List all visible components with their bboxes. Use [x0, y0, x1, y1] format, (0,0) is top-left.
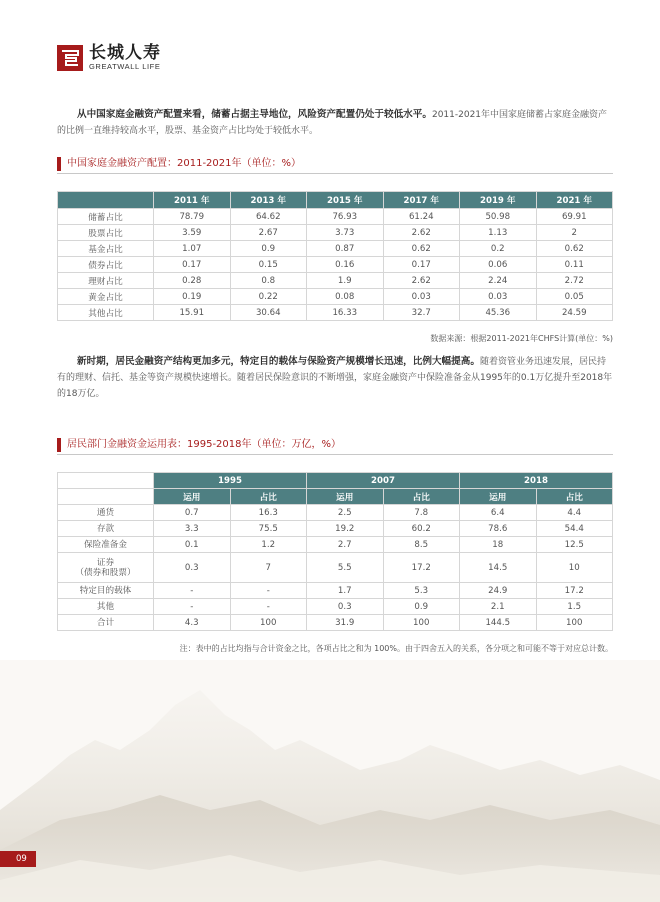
sub-header: 运用: [154, 489, 231, 505]
table-cell: 0.05: [536, 289, 613, 305]
table-header-row: [58, 192, 613, 209]
table-cell: 1.13: [460, 225, 537, 241]
table-cell: 2.7: [307, 537, 384, 553]
table-cell: 0.62: [536, 241, 613, 257]
section-title-household-allocation: [57, 155, 613, 174]
table-cell: 2.62: [383, 225, 460, 241]
securities-label: 证券: [96, 557, 115, 568]
table-cell: 1.5: [536, 599, 613, 615]
table-cell: 2.24: [460, 273, 537, 289]
intro-body: 2011-2021年中国家庭储蓄占家庭金融资产的比例一直维持较高水平，股票、基金资产占比均处于较低水平。: [57, 110, 608, 136]
table-cell: 17.2: [536, 583, 613, 599]
table-row: [58, 505, 613, 521]
table-row: [58, 521, 613, 537]
table-row: [58, 583, 613, 599]
table-cell: 1.7: [307, 583, 384, 599]
sub-header: 占比: [230, 489, 307, 505]
second-paragraph: [57, 354, 613, 402]
row-label: 其他: [58, 599, 154, 615]
header-cell: 2021 年: [536, 192, 613, 209]
year-header: 2007: [307, 473, 460, 489]
table-cell: 5.3: [383, 583, 460, 599]
table-cell: 0.2: [460, 241, 537, 257]
row-label: 理财占比: [58, 273, 154, 289]
row-label: 合计: [58, 615, 154, 631]
table-cell: 1.9: [307, 273, 384, 289]
table-cell: 0.17: [383, 257, 460, 273]
table-cell: 45.36: [460, 305, 537, 321]
table-cell: 0.7: [154, 505, 231, 521]
table-cell: 3.73: [307, 225, 384, 241]
table-cell: 0.06: [460, 257, 537, 273]
row-label: 黄金占比: [58, 289, 154, 305]
table-row: [58, 241, 613, 257]
table-cell: 1.07: [154, 241, 231, 257]
table-cell: 31.9: [307, 615, 384, 631]
row-label: 其他占比: [58, 305, 154, 321]
year-header: 2018: [460, 473, 613, 489]
table-cell: 0.9: [383, 599, 460, 615]
brand-name-cn: 长城人寿: [89, 43, 161, 63]
table-cell: -: [154, 599, 231, 615]
header-cell: [58, 192, 154, 209]
row-label: [58, 553, 154, 583]
table-cell: 2: [536, 225, 613, 241]
table-cell: 32.7: [383, 305, 460, 321]
table-row: [58, 305, 613, 321]
row-label: 通货: [58, 505, 154, 521]
table-cell: 5.5: [307, 553, 384, 583]
table-cell: 7: [230, 553, 307, 583]
sub-header: 占比: [536, 489, 613, 505]
intro-paragraph: [57, 107, 613, 139]
table-cell: 24.9: [460, 583, 537, 599]
table-cell: 14.5: [460, 553, 537, 583]
row-label: 债券占比: [58, 257, 154, 273]
table-row: [58, 553, 613, 583]
header-cell: 2011 年: [154, 192, 231, 209]
table2-note: 注：表中的占比均指与合计资金之比，各项占比之和为 100%。由于四舍五入的关系，各分项之和可能不等于对应总计数。: [179, 644, 613, 653]
sub-header: 运用: [460, 489, 537, 505]
table-cell: -: [230, 599, 307, 615]
table-cell: 7.8: [383, 505, 460, 521]
table-cell: 78.6: [460, 521, 537, 537]
sub-header: 占比: [383, 489, 460, 505]
table-row: [58, 257, 613, 273]
second-lead: 新时期，居民金融资产结构更加多元，特定目的载体与保险资产规模增长迅速，比例大幅提高。: [77, 356, 480, 367]
table-cell: 0.16: [307, 257, 384, 273]
table-cell: 64.62: [230, 209, 307, 225]
table-cell: 2.67: [230, 225, 307, 241]
table-cell: 16.33: [307, 305, 384, 321]
sub-header-row: [58, 489, 613, 505]
table-cell: 2.5: [307, 505, 384, 521]
sub-header: 运用: [307, 489, 384, 505]
household-allocation-table: [57, 191, 613, 321]
row-label: 基金占比: [58, 241, 154, 257]
table-cell: 17.2: [383, 553, 460, 583]
table-cell: 100: [536, 615, 613, 631]
brand-logo: [57, 44, 161, 71]
table-cell: 61.24: [383, 209, 460, 225]
row-label: 股票占比: [58, 225, 154, 241]
table-cell: 54.4: [536, 521, 613, 537]
logo-seal-icon: [57, 45, 83, 71]
section1-title: 中国家庭金融资产配置：2011-2021年（单位：%）: [67, 158, 302, 169]
table-cell: 75.5: [230, 521, 307, 537]
table-cell: 0.03: [460, 289, 537, 305]
table-cell: 18: [460, 537, 537, 553]
table-cell: 144.5: [460, 615, 537, 631]
table-cell: 0.1: [154, 537, 231, 553]
table-row: [58, 273, 613, 289]
table-cell: 0.22: [230, 289, 307, 305]
table-cell: 3.59: [154, 225, 231, 241]
table-cell: 0.87: [307, 241, 384, 257]
intro-lead: 从中国家庭金融资产配置来看，储蓄占据主导地位，风险资产配置仍处于较低水平。: [77, 109, 432, 120]
table-cell: 30.64: [230, 305, 307, 321]
table-cell: 0.8: [230, 273, 307, 289]
header-cell: 2017 年: [383, 192, 460, 209]
table-cell: 4.3: [154, 615, 231, 631]
table-row: [58, 599, 613, 615]
table-row: [58, 289, 613, 305]
row-label: 保险准备金: [58, 537, 154, 553]
table-cell: -: [154, 583, 231, 599]
table-cell: 24.59: [536, 305, 613, 321]
table-cell: 60.2: [383, 521, 460, 537]
table-cell: 15.91: [154, 305, 231, 321]
brand-name-en: GREATWALL LIFE: [89, 62, 161, 71]
row-label: 储蓄占比: [58, 209, 154, 225]
table-cell: 0.11: [536, 257, 613, 273]
year-header: 1995: [154, 473, 307, 489]
section2-title: 居民部门金融资金运用表：1995-2018年（单位：万亿，%）: [67, 439, 342, 450]
header-cell: 2019 年: [460, 192, 537, 209]
mountain-landscape-illustration: [0, 660, 660, 902]
table1-source: 数据来源：根据2011-2021年CHFS计算(单位：%): [430, 334, 613, 343]
table-cell: 0.3: [307, 599, 384, 615]
table-cell: 50.98: [460, 209, 537, 225]
table-cell: 0.17: [154, 257, 231, 273]
header-cell: 2013 年: [230, 192, 307, 209]
table-cell: 100: [383, 615, 460, 631]
table-cell: 0.9: [230, 241, 307, 257]
table-cell: 10: [536, 553, 613, 583]
row-label: 特定目的载体: [58, 583, 154, 599]
table-cell: 0.15: [230, 257, 307, 273]
table-cell: 0.62: [383, 241, 460, 257]
table-cell: 0.28: [154, 273, 231, 289]
table-cell: 4.4: [536, 505, 613, 521]
table-cell: 78.79: [154, 209, 231, 225]
table-row: [58, 225, 613, 241]
table-cell: 19.2: [307, 521, 384, 537]
header-cell: 2015 年: [307, 192, 384, 209]
table-row: [58, 615, 613, 631]
table-cell: 2.72: [536, 273, 613, 289]
table-cell: 6.4: [460, 505, 537, 521]
section-title-fund-usage: [57, 436, 613, 455]
fund-usage-table: [57, 472, 613, 631]
table-cell: 2.62: [383, 273, 460, 289]
table-cell: 3.3: [154, 521, 231, 537]
table-cell: 12.5: [536, 537, 613, 553]
row-label: 存款: [58, 521, 154, 537]
table-row: [58, 209, 613, 225]
table-cell: 76.93: [307, 209, 384, 225]
year-header-row: [58, 473, 613, 489]
table-row: [58, 537, 613, 553]
table-cell: 0.3: [154, 553, 231, 583]
table-cell: 0.03: [383, 289, 460, 305]
page-number: 09: [0, 851, 36, 867]
table-cell: 100: [230, 615, 307, 631]
table-cell: 2.1: [460, 599, 537, 615]
table-cell: 69.91: [536, 209, 613, 225]
table-cell: -: [230, 583, 307, 599]
table-cell: 0.19: [154, 289, 231, 305]
securities-sub-label: （债券和股票）: [75, 567, 136, 578]
table-cell: 8.5: [383, 537, 460, 553]
table-cell: 16.3: [230, 505, 307, 521]
table-cell: 0.08: [307, 289, 384, 305]
second-body: 随着资管业务迅速发展，居民持有的理财、信托、基金等资产规模快速增长。随着居民保险意识的不断增强，家庭金融资产中保险准备金从1995年的0.1万亿提升至2018年的18万亿。: [57, 357, 613, 399]
table-cell: 1.2: [230, 537, 307, 553]
